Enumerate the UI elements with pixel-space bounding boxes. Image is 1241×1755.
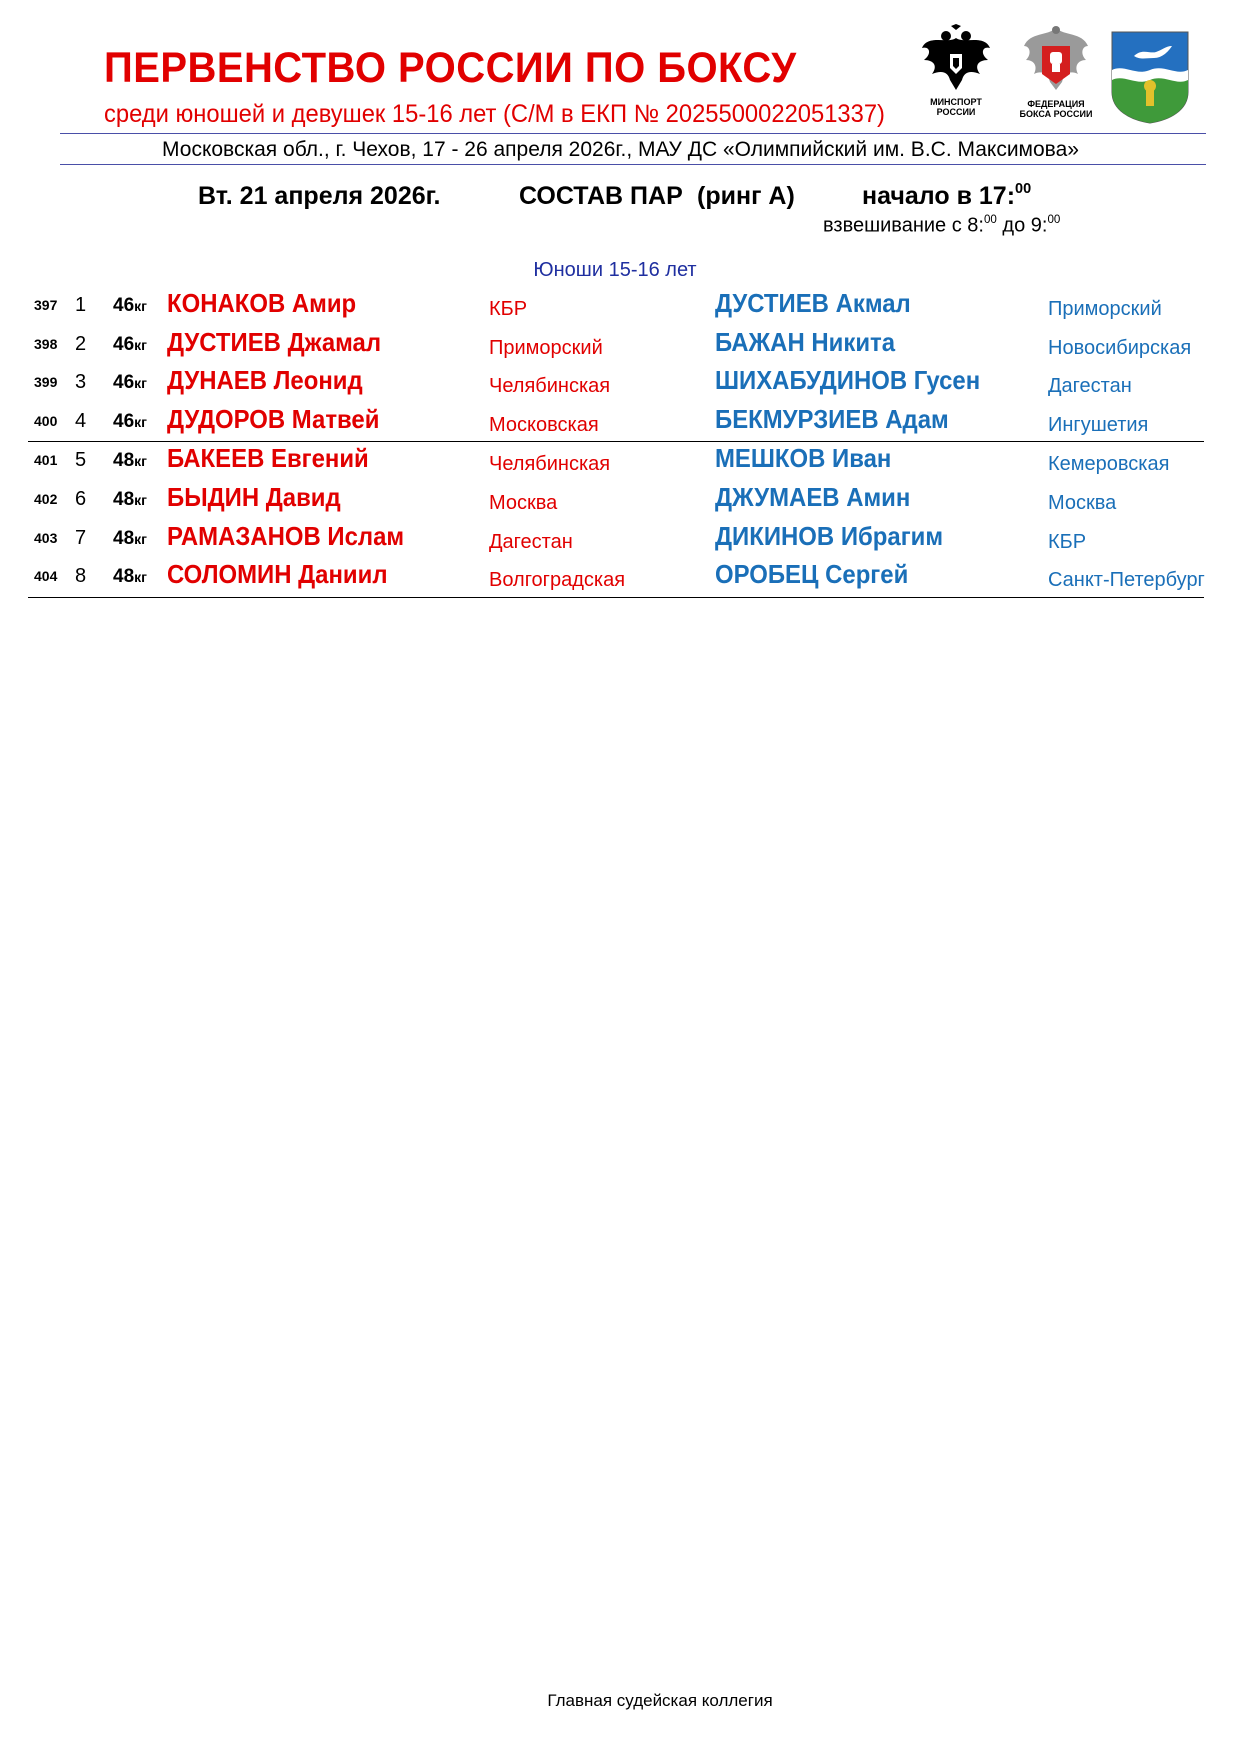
red-corner-boxer (167, 521, 425, 552)
weight-unit: кг (134, 491, 147, 508)
red-corner-region: Челябинская (489, 453, 611, 476)
blue-boxer-name: БЕКМУРЗИЕВ Адам (715, 403, 949, 434)
weight-value: 48 (113, 488, 135, 510)
red-boxer-name: ДУСТИЕВ Джамал (167, 326, 382, 357)
weight-class (113, 295, 147, 317)
weight-unit: кг (134, 569, 147, 586)
header-rule-top (60, 133, 1206, 134)
red-boxer-name: ДУДОРОВ Матвей (167, 403, 380, 434)
weight-unit: кг (134, 298, 147, 314)
federation-caption-1: ФЕДЕРАЦИЯ (1027, 99, 1085, 109)
blue-corner-boxer (715, 365, 1003, 396)
bout-id: 402 (34, 490, 58, 507)
age-group-heading: Юноши 15-16 лет (533, 259, 697, 281)
red-corner-region: Москва (489, 491, 558, 514)
federation-caption-2: БОКСА РОССИИ (1019, 109, 1093, 119)
red-corner-boxer (167, 327, 400, 358)
bout-id: 401 (34, 452, 58, 469)
weigh-in-time (823, 214, 1060, 238)
red-boxer-name: БАКЕЕВ Евгений (167, 443, 369, 474)
bout-row (28, 326, 1204, 365)
blue-corner-boxer (715, 443, 907, 474)
red-boxer-name: ДУНАЕВ Леонид (167, 365, 363, 396)
minsport-emblem (918, 24, 994, 117)
weight-class (113, 450, 147, 472)
blue-corner-region: Ингушетия (1048, 413, 1149, 436)
blue-corner-boxer (715, 559, 925, 590)
venue-line: Московская обл., г. Чехов, 17 - 26 апреля 2026г., МАУ ДС «Олимпийский им. В.С. Максимова» (162, 138, 1079, 161)
blue-corner-region: КБР (1048, 530, 1087, 553)
bout-row (28, 558, 1204, 598)
blue-boxer-name: ДИКИНОВ Ибрагим (715, 520, 944, 551)
blue-boxer-name: МЕШКОВ Иван (715, 443, 892, 474)
weight-value: 48 (113, 566, 135, 588)
red-boxer-name: РАМАЗАНОВ Ислам (167, 520, 405, 551)
red-boxer-name: БЫДИН Давид (167, 481, 341, 512)
weigh-mid: до 9: (996, 214, 1048, 237)
weight-class (113, 489, 147, 511)
red-corner-boxer (167, 404, 398, 435)
red-corner-boxer (167, 443, 386, 474)
bout-number: 7 (75, 526, 87, 549)
federation-eagle-icon (1016, 24, 1096, 94)
weigh-from-minutes: 00 (983, 212, 997, 226)
weigh-to-minutes: 00 (1047, 212, 1061, 226)
chekhov-coat-of-arms (1110, 30, 1190, 129)
bout-number: 6 (75, 487, 87, 510)
weight-value: 46 (113, 372, 135, 394)
weight-unit: кг (134, 336, 147, 353)
header-rule-bottom (60, 164, 1206, 165)
weight-class (113, 411, 147, 433)
page-subtitle: среди юношей и девушек 15-16 лет (С/М в ЕКП № 2025500022051337) (104, 100, 885, 128)
bout-id: 398 (34, 335, 58, 352)
weight-unit: кг (134, 530, 147, 547)
blue-corner-region: Новосибирская (1048, 336, 1192, 359)
weight-unit: кг (134, 453, 147, 470)
bout-id: 397 (34, 297, 58, 313)
red-corner-boxer (167, 482, 356, 513)
bout-row (28, 364, 1204, 403)
weight-unit: кг (134, 413, 147, 430)
page-title: ПЕРВЕНСТВО РОССИИ ПО БОКСУ (104, 44, 797, 92)
blue-corner-boxer (715, 288, 928, 319)
double-headed-eagle-icon (918, 24, 994, 92)
blue-boxer-name: ОРОБЕЦ Сергей (715, 559, 909, 590)
ring-label: (ринг А) (697, 182, 795, 210)
bout-row (28, 403, 1204, 443)
bout-row (28, 520, 1204, 559)
red-corner-boxer (167, 559, 407, 590)
weight-value: 46 (113, 333, 135, 355)
weight-class (113, 334, 147, 356)
blue-corner-boxer (715, 482, 927, 513)
bout-id: 403 (34, 529, 58, 546)
bout-number: 2 (75, 332, 87, 355)
bout-row (28, 442, 1204, 481)
weight-value: 48 (113, 527, 135, 549)
red-corner-region: Челябинская (489, 375, 611, 398)
weight-class (113, 372, 147, 394)
weight-unit: кг (134, 375, 147, 392)
red-corner-region: Волгоградская (489, 569, 626, 592)
red-corner-region: Дагестан (489, 530, 573, 553)
red-corner-region: Московская (489, 413, 599, 436)
bout-id: 400 (34, 412, 58, 429)
coat-of-arms-shield-icon (1110, 30, 1190, 124)
footer-signature-line: Главная судейская коллегия (547, 1691, 773, 1710)
minsport-caption-2: РОССИИ (936, 107, 976, 117)
start-time (862, 182, 1031, 211)
red-corner-region: Приморский (489, 336, 603, 359)
blue-corner-boxer (715, 404, 969, 435)
bout-date: Вт. 21 апреля 2026г. (198, 182, 441, 210)
bout-number: 4 (75, 409, 87, 432)
red-boxer-name: СОЛОМИН Даниил (167, 559, 388, 590)
bout-row (28, 481, 1204, 520)
red-boxer-name: КОНАКОВ Амир (167, 288, 357, 318)
blue-corner-region: Приморский (1048, 298, 1162, 320)
start-label: начало в 17: (862, 182, 1016, 210)
red-corner-region: КБР (489, 298, 528, 320)
weight-class (113, 566, 147, 588)
blue-corner-region: Кемеровская (1048, 453, 1170, 476)
bout-number: 1 (75, 294, 87, 316)
bouts-list (28, 287, 1204, 598)
bout-number: 3 (75, 371, 87, 394)
red-corner-boxer (167, 288, 373, 319)
start-minutes: 00 (1015, 181, 1032, 198)
weight-value: 46 (113, 410, 135, 432)
weight-value: 48 (113, 450, 135, 472)
minsport-caption-1: МИНСПОРТ (930, 97, 982, 107)
bout-number: 8 (75, 565, 87, 588)
blue-boxer-name: ДЖУМАЕВ Амин (715, 481, 911, 512)
schedule-title: СОСТАВ ПАР (519, 182, 683, 210)
blue-corner-region: Дагестан (1048, 375, 1132, 398)
blue-boxer-name: БАЖАН Никита (715, 326, 896, 357)
blue-boxer-name: ДУСТИЕВ Акмал (715, 288, 911, 318)
weight-value: 46 (113, 295, 135, 316)
weight-class (113, 528, 147, 550)
blue-corner-region: Москва (1048, 491, 1117, 514)
bout-number: 5 (75, 449, 87, 472)
bout-id: 399 (34, 374, 58, 391)
bout-row (28, 287, 1204, 326)
blue-corner-boxer (715, 521, 963, 552)
boxing-federation-emblem (1016, 24, 1096, 119)
weigh-prefix: взвешивание с 8: (823, 214, 984, 237)
bout-id: 404 (34, 568, 58, 585)
blue-corner-boxer (715, 327, 911, 358)
red-corner-boxer (167, 365, 380, 396)
blue-boxer-name: ШИХАБУДИНОВ Гусен (715, 365, 981, 396)
blue-corner-region: Санкт-Петербург (1048, 569, 1205, 592)
